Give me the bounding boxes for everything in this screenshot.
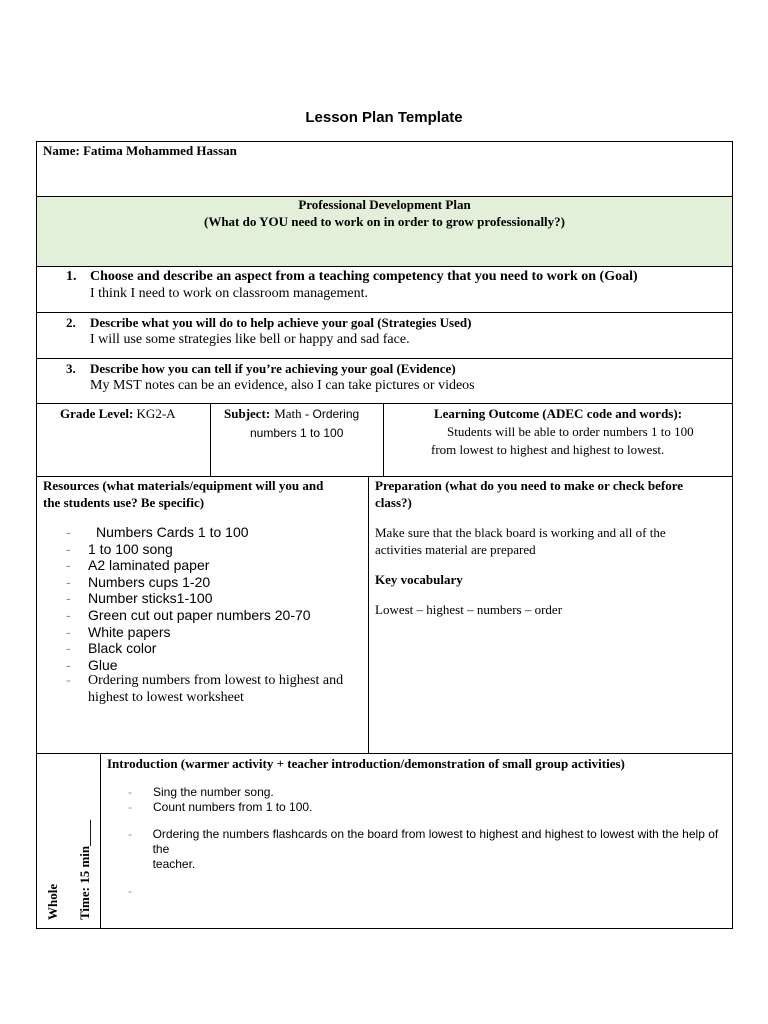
grade-level	[60, 405, 176, 422]
bullet-dash: -	[128, 884, 132, 898]
item-question: Choose and describe an aspect from a teaching competency that you need to work on (Goal)	[90, 269, 638, 284]
list-item: - 1 to 100 song	[66, 540, 173, 557]
key-vocabulary: Lowest – highest – numbers – order	[375, 602, 563, 617]
bullet-dash: -	[66, 640, 71, 657]
item-number: 1.	[66, 269, 77, 284]
subject	[224, 405, 380, 441]
evidence-item	[66, 360, 475, 394]
list-item: - Black color	[66, 640, 157, 657]
introduction-list	[128, 785, 728, 899]
resources-heading-line: the students use? Be specific)	[43, 495, 205, 510]
item-answer: I will use some strategies like bell or happy and sad face.	[90, 332, 410, 347]
list-item: - Numbers cups 1-20	[66, 573, 211, 590]
list-item	[128, 884, 728, 899]
learning-outcome	[384, 405, 732, 458]
divider	[36, 358, 733, 359]
bullet-dash: -	[66, 557, 71, 574]
subject-extra: Ordering	[312, 407, 360, 421]
preparation	[375, 477, 730, 618]
item-question: Describe how you can tell if you’re achieving your goal (Evidence)	[90, 361, 456, 376]
list-item: - Sing the number song.	[128, 785, 274, 799]
list-item: - Glue	[66, 656, 118, 673]
pdp-subheading: (What do YOU need to work on in order to grow professionally?)	[204, 214, 565, 229]
resources-heading	[43, 477, 323, 511]
grade-label: Grade Level:	[60, 406, 134, 421]
list-item: - Number sticks1-100	[66, 590, 213, 607]
bullet-dash: -	[128, 827, 132, 841]
list-item: - Count numbers from 1 to 100.	[128, 800, 313, 814]
introduction-heading: Introduction (warmer activity + teacher introduction/demonstration of small group activities)	[107, 756, 625, 771]
divider	[210, 403, 211, 476]
preparation-body: activities material are prepared	[375, 542, 536, 557]
key-vocabulary-heading: Key vocabulary	[375, 572, 463, 587]
bullet-dash: -	[66, 573, 71, 590]
grade-value: KG2-A	[136, 406, 176, 421]
item-answer: My MST notes can be an evidence, also I can take pictures or videos	[90, 378, 475, 393]
bullet-dash: -	[66, 524, 71, 540]
strategies-item	[66, 314, 471, 348]
outcome-line: from lowest to highest and highest to lowest.	[431, 442, 665, 457]
bullet-dash: -	[128, 785, 132, 799]
border-left	[36, 141, 37, 929]
list-item: - Ordering the numbers flashcards on the board from lowest to highest and highest to lowest with the help of the teacher.	[128, 827, 719, 871]
resources-list	[66, 524, 366, 707]
item-answer: I think I need to work on classroom management.	[90, 286, 368, 301]
bullet-dash: -	[66, 540, 71, 557]
list-item: - A2 laminated paper	[66, 557, 210, 574]
divider	[36, 266, 733, 267]
list-item: - Ordering numbers from lowest to highest and highest to lowest worksheet	[66, 673, 344, 705]
time-label: Time: 15 min____	[77, 819, 92, 920]
goal-item	[66, 268, 638, 302]
preparation-body: Make sure that the black board is working and all of the	[375, 525, 666, 540]
subject-label: Subject:	[224, 406, 271, 421]
border-right	[732, 141, 733, 929]
divider	[36, 312, 733, 313]
divider	[368, 476, 369, 753]
bullet-dash: -	[66, 673, 71, 689]
list-item: - White papers	[66, 623, 171, 640]
bullet-dash: -	[66, 623, 71, 640]
item-number: 2.	[66, 315, 76, 330]
outcome-line: Students will be able to order numbers 1 to 100	[447, 424, 694, 439]
divider	[36, 753, 733, 754]
outcome-label: Learning Outcome (ADEC code and words):	[433, 406, 683, 421]
bullet-dash: -	[66, 656, 71, 673]
list-item: - Green cut out paper numbers 20-70	[66, 606, 311, 623]
divider	[36, 403, 733, 404]
item-number: 3.	[66, 361, 76, 376]
resources-heading-line: Resources (what materials/equipment will you and	[43, 478, 324, 493]
list-item: - Numbers Cards 1 to 100	[66, 524, 249, 540]
preparation-heading: class?)	[375, 495, 412, 510]
item-question: Describe what you will do to help achieve your goal (Strategies Used)	[90, 315, 472, 330]
whole-label: Whole	[45, 883, 60, 920]
divider	[100, 753, 101, 928]
student-name: Name: Fatima Mohammed Hassan	[43, 143, 237, 158]
bullet-dash: -	[66, 590, 71, 607]
subject-extra: numbers 1 to 100	[250, 426, 344, 440]
preparation-heading: Preparation (what do you need to make or check before	[375, 478, 684, 493]
bullet-dash: -	[128, 800, 132, 814]
page-title: Lesson Plan Template	[305, 109, 463, 126]
bullet-dash: -	[66, 606, 71, 623]
border-bottom	[36, 928, 733, 929]
pdp-heading: Professional Development Plan	[298, 197, 471, 212]
subject-value: Math -	[274, 406, 313, 421]
